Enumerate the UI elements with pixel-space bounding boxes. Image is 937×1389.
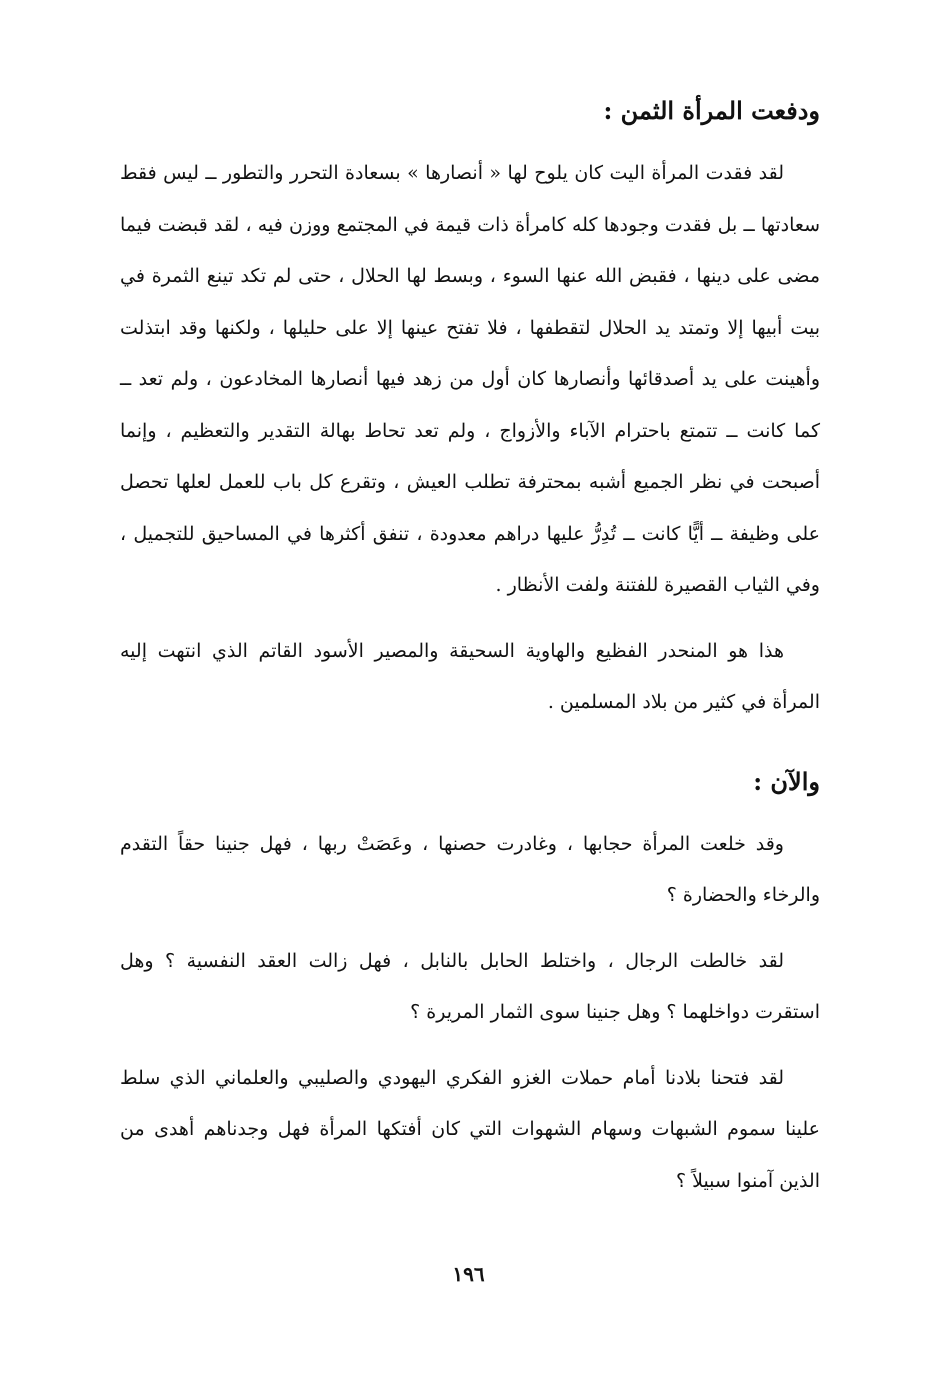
paragraph-intellectual-invasion: لقد فتحنا بلادنا أمام حملات الغزو الفكري اليهودي والصليبي والعلماني الذي سلط علينا سموم الشبهات وسهام الشهوات التي كان أفتكها المرأة فهل وجدناهم أهدى من الذين آمنوا سبيلاً ؟ <box>120 1066 820 1192</box>
spacer <box>120 805 820 819</box>
paragraph-lost-happiness: لقد فقدت المرأة اليت كان يلوح لها « أنصارها » بسعادة التحرر والتطور ــ ليس فقط سعادتها ــ بل فقدت وجودها كله كامرأة ذات قيمة في المجتمع ووزن فيه ، لقد قبضت فيما مضى على دينها ، فقبض الله عنها السوء ، وبسط لها الحلال ، حتى لم تكد تينع الثمرة في بيت أبيها إلا وتمتد يد الحلال لتقطفها ، فلا تفتح عينها إلا على حليلها ، ولكنها وقد ابتذلت وأهينت على يد أصدقائها وأنصارها كان أول من زهد فيها أنصارها المخادعون ، ولم تعد ــ كما كانت ــ تتمتع باحترام الآباء والأزواج ، ولم تعد تحاط بهالة التقدير والتعظيم ، وإنما أصبحت في نظر الجميع أشبه بمحترفة تطلب العيش ، وتقرع كل باب للعمل لعلها تحصل على وظيفة ــ أيًّا كانت ــ تُدِرُّ عليها دراهم معدودة ، تنفق أكثرها في المساحيق للتجميل ، وفي الثياب القصيرة للفتنة ولفت الأنظار . <box>120 162 820 596</box>
spacer <box>120 1039 820 1053</box>
section-heading-women-paid-price: ودفعت المرأة الثمن : <box>603 96 820 125</box>
spacer <box>120 612 820 626</box>
page-body <box>120 88 820 1207</box>
section-heading-and-now: والآن : <box>753 766 820 796</box>
paragraph-mixed-with-men: لقد خالطت الرجال ، واختلط الحابل بالنابل ، فهل زالت العقد النفسية ؟ وهل استقرت دواخلهما ؟ وهل جنينا سوى الثمار المريرة ؟ <box>120 949 820 1023</box>
page-number: ١٩٦ <box>452 1262 485 1286</box>
spacer <box>120 729 820 759</box>
spacer <box>120 922 820 936</box>
paragraph-terrible-decline: هذا هو المنحدر الفظيع والهاوية السحيقة والمصير الأسود القاتم الذي انتهت إليه المرأة في كثير من بلاد المسلمين . <box>120 639 820 713</box>
spacer <box>120 134 820 148</box>
paragraph-removed-hijab: وقد خلعت المرأة حجابها ، وغادرت حصنها ، وعَصَتْ ربها ، فهل جنينا حقاً التقدم والرخاء والحضارة ؟ <box>120 832 820 906</box>
